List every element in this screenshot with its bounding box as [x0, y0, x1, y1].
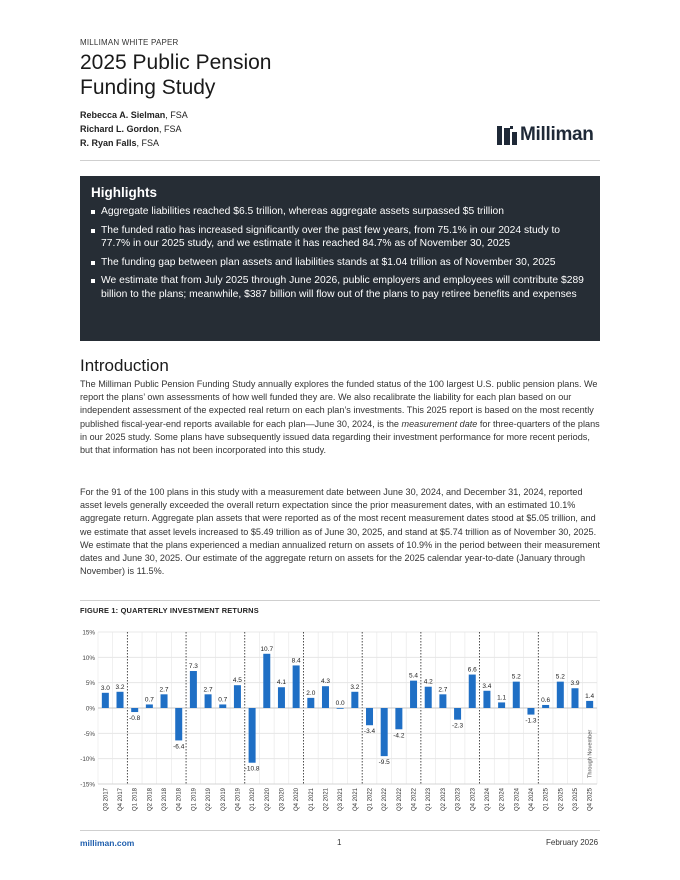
bar-q6 [175, 708, 182, 740]
intro-paragraph-1-part-b: for three-quarters of the plans in our 2025 study. Some plans have subsequently issued data regarding their investment performance for more recent periods, but that information has not been incorporated into this study. [80, 418, 600, 456]
data-label: 3.9 [570, 680, 580, 688]
data-label: -2.3 [451, 722, 464, 730]
y-tick-label: -5% [83, 730, 95, 738]
bar-q1 [102, 693, 109, 708]
bar-q14 [293, 665, 300, 708]
x-tick-label: Q4 2023 [470, 788, 477, 812]
data-label: 5.2 [555, 673, 565, 681]
data-label: 5.4 [409, 672, 419, 680]
x-tick-label: Q2 2021 [323, 788, 330, 812]
bar-q3 [131, 708, 138, 712]
document-kicker: MILLIMAN WHITE PAPER [80, 38, 179, 47]
bar-q13 [278, 687, 285, 708]
x-tick-label: Q2 2020 [264, 788, 271, 812]
measurement-date-term: measurement date [401, 418, 478, 429]
bar-q11 [249, 708, 256, 763]
bar-q27 [483, 691, 490, 708]
y-tick-label: 10% [82, 654, 95, 662]
data-label: 7.3 [188, 663, 198, 671]
x-tick-label: Q4 2021 [352, 788, 359, 812]
data-label: 5.2 [511, 673, 521, 681]
data-label: 3.0 [100, 684, 110, 692]
x-tick-label: Q3 2022 [396, 788, 403, 812]
data-label: 3.2 [115, 683, 125, 691]
x-tick-label: Q3 2017 [103, 788, 110, 812]
x-tick-label: Q3 2019 [220, 788, 227, 812]
x-tick-label: Q1 2024 [484, 788, 491, 812]
page-number: 1 [337, 838, 342, 847]
data-label: -0.8 [129, 715, 141, 723]
footer-site-link[interactable]: milliman.com [80, 838, 135, 848]
bar-q33 [571, 688, 578, 708]
bar-q15 [307, 698, 314, 708]
intro-paragraph-2: For the 91 of the 100 plans in this study with a measurement date between June 30, 2024, and December 31, 2024, reported asset levels generally exceeded the overall return expectation since the prior measurement dates, with an estimated 10.1% aggregate return. Aggregate plan assets that were reported as of the most recent measurement dates stood at $5.05 trillion, and we estimate that asset levels increased to $5.49 trillion as of June 30, 2025, and stand at $5.74 trillion as of November 30, 2025. We estimate that the plans experienced a median annualized return on assets of 10.9% in the period between their measurement dates and June 30, 2025. Our estimate of the aggregate return on assets for the 2025 calendar year-to-date (January through November) is 11.5%. [80, 487, 601, 577]
data-label: 2.7 [203, 686, 213, 694]
data-label: -6.4 [173, 743, 185, 751]
data-label: 8.4 [291, 657, 301, 665]
x-tick-label: Q1 2022 [367, 788, 374, 812]
title-line-1: 2025 Public Pension [80, 51, 272, 74]
x-tick-label: Q3 2023 [455, 788, 462, 812]
x-tick-label: Q1 2019 [191, 788, 198, 812]
bar-q24 [439, 694, 446, 708]
bar-q34 [586, 701, 593, 708]
x-tick-label: Q3 2018 [162, 788, 169, 812]
bar-q12 [263, 654, 270, 708]
data-label: 2.7 [159, 686, 169, 694]
x-tick-label: Q4 2022 [411, 788, 418, 812]
bar-q17 [337, 708, 344, 709]
bar-q2 [117, 692, 124, 708]
highlight-item: The funded ratio has increased significantly over the past few years, from 75.1% in our 2024 study to 77.7% in our 2025 study, and we estimate it has reached 84.7% as of November 30, 2025 [91, 224, 588, 251]
data-label: 3.4 [482, 682, 492, 690]
y-tick-label: 5% [85, 680, 95, 688]
highlight-item: The funding gap between plan assets and liabilities stands at $1.04 trillion as of November 30, 2025 [91, 256, 588, 270]
x-tick-label: Q2 2022 [382, 788, 389, 812]
data-label: 1.4 [585, 692, 595, 700]
x-tick-label: Q3 2025 [572, 788, 579, 812]
bar-q22 [410, 681, 417, 708]
intro-paragraph-1-part-a: The Milliman Public Pension Funding Study annually explores the funded status of the 100 largest U.S. public pension plans. We report the plans’ own assessments of how well funded they are. We also recalibrate the liability for each plan based on our independent assessment of the expected real return on each plan’s investments. This 2025 report is based on the most recently published fiscal-year-end reports available for each plan—June 30, 2024, is the [80, 379, 598, 429]
x-tick-label: Q3 2021 [338, 788, 345, 812]
y-tick-label: -10% [80, 756, 95, 764]
data-label: 0.0 [335, 700, 345, 707]
bar-q32 [557, 682, 564, 708]
data-label: 4.3 [320, 678, 331, 686]
x-tick-label: Q2 2025 [558, 788, 565, 812]
bar-q30 [527, 708, 534, 715]
data-label: 6.6 [467, 666, 477, 674]
y-tick-label: 15% [82, 629, 95, 637]
data-label: 0.6 [541, 696, 551, 704]
x-tick-label: Q4 2025 [587, 788, 594, 812]
bar-q9 [219, 704, 226, 708]
bar-q28 [498, 702, 505, 708]
x-tick-label: Q3 2020 [279, 788, 286, 812]
data-label: 4.2 [423, 678, 433, 686]
bar-q7 [190, 671, 197, 708]
data-label: 2.7 [438, 686, 448, 694]
bar-q8 [205, 694, 212, 708]
x-tick-label: Q1 2021 [308, 788, 315, 812]
author-name: Rebecca A. Sielman [80, 110, 166, 120]
x-tick-label: Q4 2018 [176, 788, 183, 812]
bar-q4 [146, 704, 153, 708]
x-tick-label: Q4 2020 [294, 788, 301, 812]
data-label: 3.2 [350, 683, 360, 691]
data-label: 2.0 [306, 689, 316, 697]
y-tick-label: -15% [80, 781, 95, 789]
bar-q29 [513, 682, 520, 708]
data-label: 10.7 [260, 645, 274, 653]
highlight-item: Aggregate liabilities reached $6.5 trillion, whereas aggregate assets surpassed $5 trillion [91, 205, 588, 219]
author-credential: , FSA [136, 138, 160, 148]
author-name: Richard L. Gordon [80, 124, 160, 134]
x-tick-label: Q4 2017 [118, 788, 125, 812]
data-label: -4.2 [393, 732, 405, 740]
bar-q18 [351, 692, 358, 708]
author-name: R. Ryan Falls [80, 138, 137, 148]
data-label: 0.7 [218, 696, 228, 704]
x-tick-label: Q2 2019 [206, 788, 213, 812]
bar-q26 [469, 675, 476, 708]
data-label: -1.3 [525, 717, 537, 725]
bar-q5 [161, 694, 168, 708]
highlight-item: We estimate that from July 2025 through June 2026, public employers and employees will contribute $289 billion to the plans; meanwhile, $387 billion will flow out of the plans to pay retiree benefits and expenses [91, 274, 588, 301]
data-label: -3.4 [363, 728, 376, 736]
x-tick-label: Q1 2023 [426, 788, 433, 812]
author-credential: , FSA [165, 110, 188, 120]
footer-date: February 2026 [546, 838, 599, 847]
highlights-title: Highlights [91, 185, 157, 200]
x-tick-label: Q2 2024 [499, 788, 506, 812]
bar-q10 [234, 685, 241, 708]
data-label: 0.7 [144, 696, 154, 704]
section-heading-introduction: Introduction [80, 356, 169, 375]
through-november-annotation: Through November [587, 729, 594, 778]
title-line-2: Funding Study [80, 76, 216, 99]
data-label: 1.1 [497, 694, 507, 702]
x-tick-label: Q2 2023 [440, 788, 447, 812]
figure-title: FIGURE 1: QUARTERLY INVESTMENT RETURNS [80, 606, 259, 615]
logo-wordmark: Milliman [520, 124, 594, 145]
x-tick-label: Q1 2020 [250, 788, 257, 812]
bar-q21 [395, 708, 402, 729]
x-tick-label: Q4 2019 [235, 788, 242, 812]
author-credential: , FSA [159, 124, 182, 134]
footer-divider [80, 830, 600, 831]
bar-q16 [322, 686, 329, 708]
data-label: -9.5 [378, 759, 390, 767]
x-tick-label: Q4 2024 [528, 788, 535, 812]
data-label: 4.1 [276, 679, 286, 687]
x-tick-label: Q1 2025 [543, 788, 550, 812]
x-tick-label: Q1 2018 [132, 788, 139, 812]
bar-q19 [366, 708, 373, 725]
x-tick-label: Q2 2018 [147, 788, 154, 812]
bar-q23 [425, 687, 432, 708]
bar-q20 [381, 708, 388, 756]
data-label: 4.5 [232, 677, 242, 685]
y-tick-label: 0% [85, 705, 95, 713]
x-tick-label: Q3 2024 [514, 788, 521, 812]
bar-q25 [454, 708, 461, 720]
data-label: -10.8 [244, 765, 260, 773]
bar-q31 [542, 705, 549, 708]
